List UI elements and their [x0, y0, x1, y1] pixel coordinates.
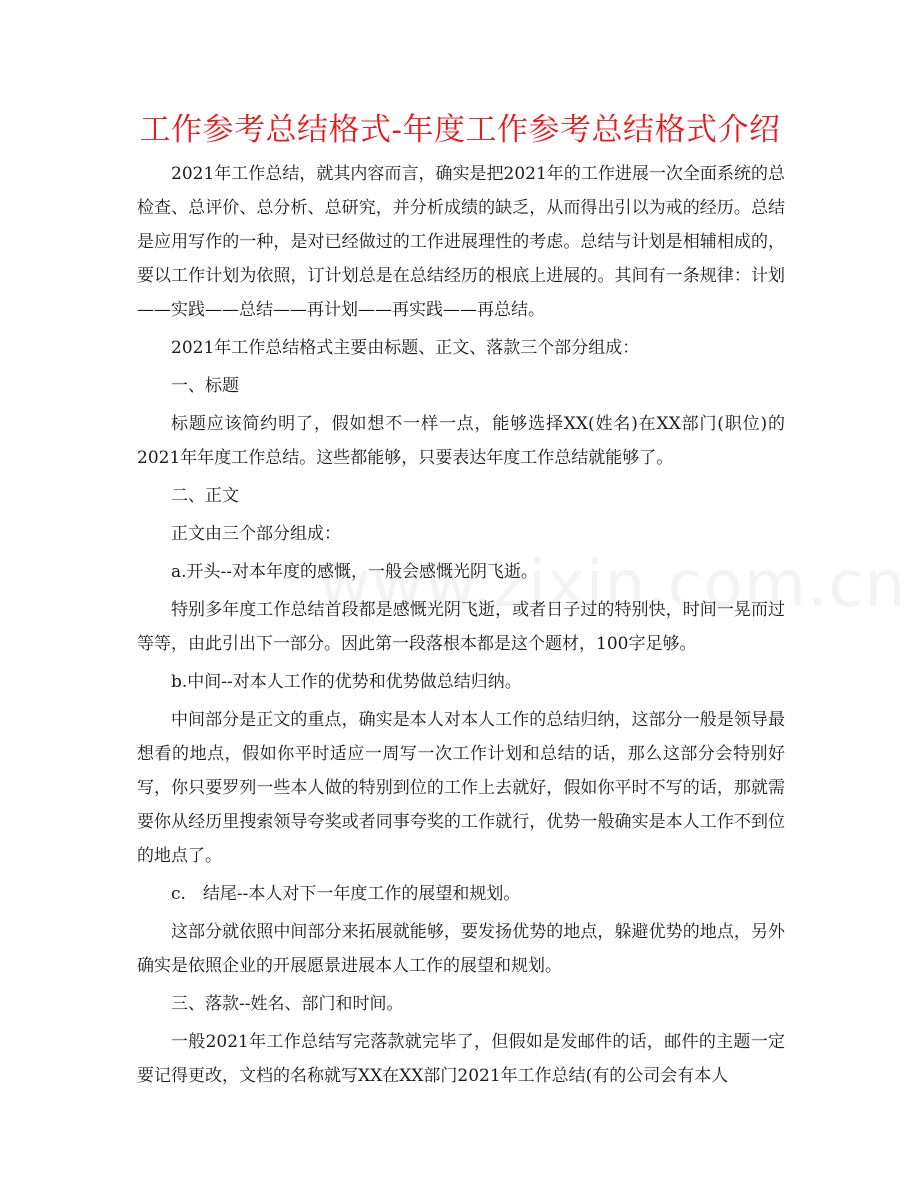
- heading-body-section: 二、正文: [171, 486, 239, 506]
- document-title: 工作参考总结格式-年度工作参考总结格式介绍: [139, 112, 781, 148]
- paragraph-title-guidance: 标题应该简约明了，假如想不一样一点，能够选择XX(姓名)在XX部门(职位)的2021年年度工作总结。这些都能够，只要表达年度工作总结就能够了。: [137, 414, 785, 468]
- subheading-ending: c. 结尾--本人对下一年度工作的展望和规划。: [171, 884, 521, 904]
- paragraph-intro: 2021年工作总结，就其内容而言，确实是把2021年的工作进展一次全面系统的总检查、总评价、总分析、总研究，并分析成绩的缺乏，从而得出引以为戒的经历。总结是应用写作的一种，是对已经做过的工作进展理性的考虑。总结与计划是相辅相成的，要以工作计划为依照，订计划总是在总结经历的根底上进展的。其间有一条规律：计划——实践——总结——再计划——再实践——再总结。: [137, 164, 785, 320]
- paragraph-ending: 这部分就依照中间部分来拓展就能够，要发扬优势的地点，躲避优势的地点，另外确实是依照企业的开展愿景进展本人工作的展望和规划。: [137, 922, 785, 976]
- paragraph-signature: 一般2021年工作总结写完落款就完毕了，但假如是发邮件的话，邮件的主题一定要记得更改，文档的名称就写XX在XX部门2021年工作总结(有的公司会有本人: [137, 1032, 785, 1086]
- subheading-opening: a.开头--对本年度的感慨，一般会感慨光阴飞逝。: [171, 562, 539, 582]
- paragraph-middle: 中间部分是正文的重点，确实是本人对本人工作的总结归纳，这部分一般是领导最想看的地点，假如你平时适应一周写一次工作计划和总结的话，那么这部分会特别好写，你只要罗列一些本人做的特别到位的工作上去就好，假如你平时不写的话，那就需要你从经历里搜索领导夸奖或者同事夸奖的工作就行，优势一般确实是本人工作不到位的地点了。: [137, 710, 785, 866]
- paragraph-body-parts: 正文由三个部分组成：: [171, 524, 341, 544]
- paragraph-format-overview: 2021年工作总结格式主要由标题、正文、落款三个部分组成：: [171, 338, 640, 358]
- document-body: [137, 157, 785, 1097]
- heading-signature-section: 三、落款--姓名、部门和时间。: [171, 994, 404, 1014]
- subheading-middle: b.中间--对本人工作的优势和优势做总结归纳。: [171, 672, 522, 692]
- heading-title-section: 一、标题: [171, 376, 239, 396]
- paragraph-opening: 特别多年度工作总结首段都是感慨光阴飞逝，或者日子过的特别快，时间一晃而过等等，由此引出下一部分。因此第一段落根本都是这个题材，100字足够。: [137, 600, 785, 654]
